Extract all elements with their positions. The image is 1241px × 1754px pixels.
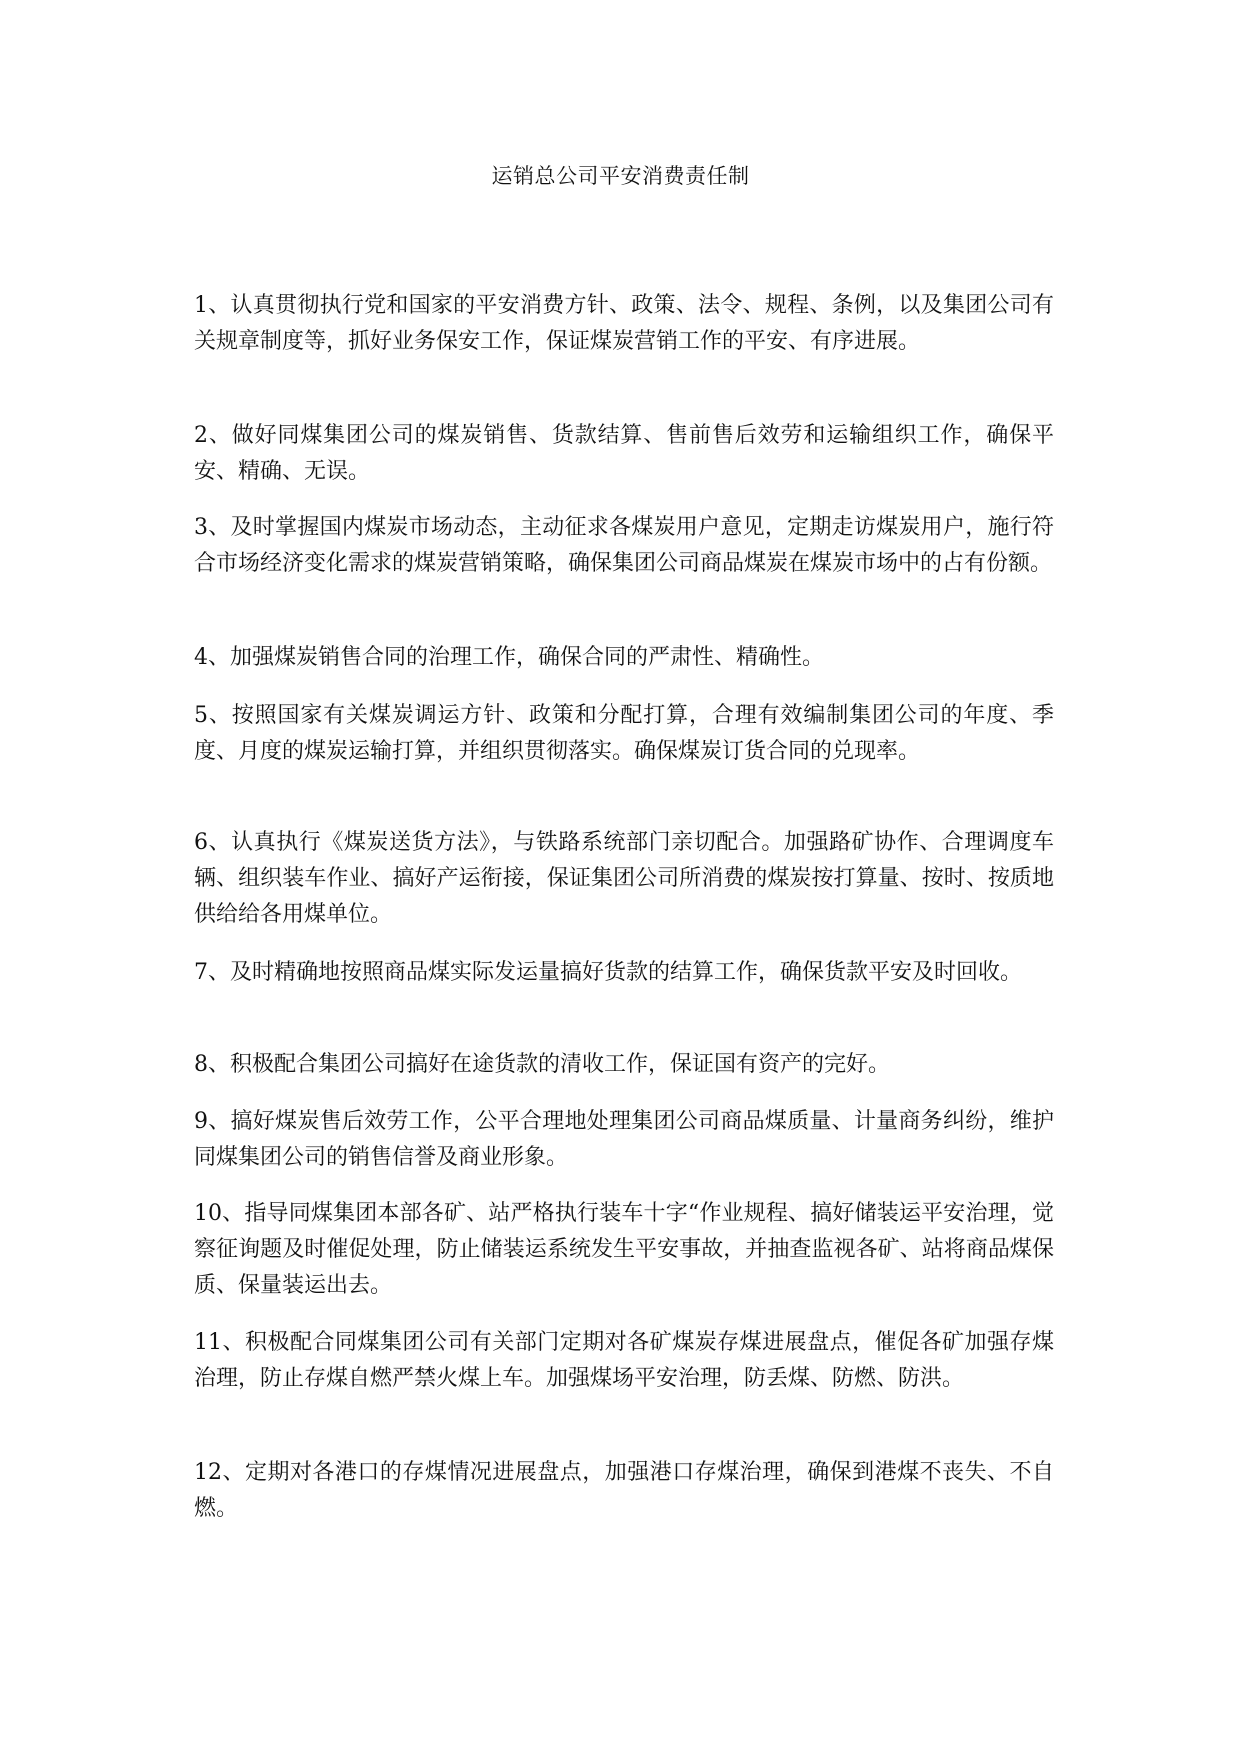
clause-10: 10、指导同煤集团本部各矿、站严格执行装车十字“作业规程、搞好储装运平安治理，觉察征询题及时催促处理，防止储装运系统发生平安事故，并抽查监视各矿、站将商品煤保质、保量装运出去。 <box>194 1201 1054 1298</box>
clause-9: 9、搞好煤炭售后效劳工作，公平合理地处理集团公司商品煤质量、计量商务纠纷，维护同煤集团公司的销售信誉及商业形象。 <box>194 1109 1054 1170</box>
clause-5: 5、按照国家有关煤炭调运方针、政策和分配打算，合理有效编制集团公司的年度、季度、月度的煤炭运输打算，并组织贯彻落实。确保煤炭订货合同的兑现率。 <box>194 703 1054 764</box>
clause-11: 11、积极配合同煤集团公司有关部门定期对各矿煤炭存煤进展盘点，催促各矿加强存煤治理，防止存煤自燃严禁火煤上车。加强煤场平安治理，防丢煤、防燃、防洪。 <box>194 1330 1054 1391</box>
clause-1: 1、认真贯彻执行党和国家的平安消费方针、政策、法令、规程、条例，以及集团公司有关规章制度等，抓好业务保安工作，保证煤炭营销工作的平安、有序进展。 <box>194 293 1054 354</box>
clause-12: 12、定期对各港口的存煤情况进展盘点，加强港口存煤治理，确保到港煤不丧失、不自燃。 <box>194 1460 1054 1521</box>
clause-7: 7、及时精确地按照商品煤实际发运量搞好货款的结算工作，确保货款平安及时回收。 <box>194 960 1022 985</box>
clause-6: 6、认真执行《煤炭送货方法》，与铁路系统部门亲切配合。加强路矿协作、合理调度车辆、组织装车作业、搞好产运衔接，保证集团公司所消费的煤炭按打算量、按时、按质地供给给各用煤单位。 <box>194 830 1054 927</box>
document-title: 运销总公司平安消费责任制 <box>491 164 750 188</box>
clause-8: 8、积极配合集团公司搞好在途货款的清收工作，保证国有资产的完好。 <box>194 1052 890 1077</box>
clause-4: 4、加强煤炭销售合同的治理工作，确保合同的严肃性、精确性。 <box>194 645 824 670</box>
clause-2: 2、做好同煤集团公司的煤炭销售、货款结算、售前售后效劳和运输组织工作，确保平安、精确、无误。 <box>194 423 1054 484</box>
clause-3: 3、及时掌握国内煤炭市场动态，主动征求各煤炭用户意见，定期走访煤炭用户，施行符合市场经济变化需求的煤炭营销策略，确保集团公司商品煤炭在煤炭市场中的占有份额。 <box>194 515 1054 576</box>
